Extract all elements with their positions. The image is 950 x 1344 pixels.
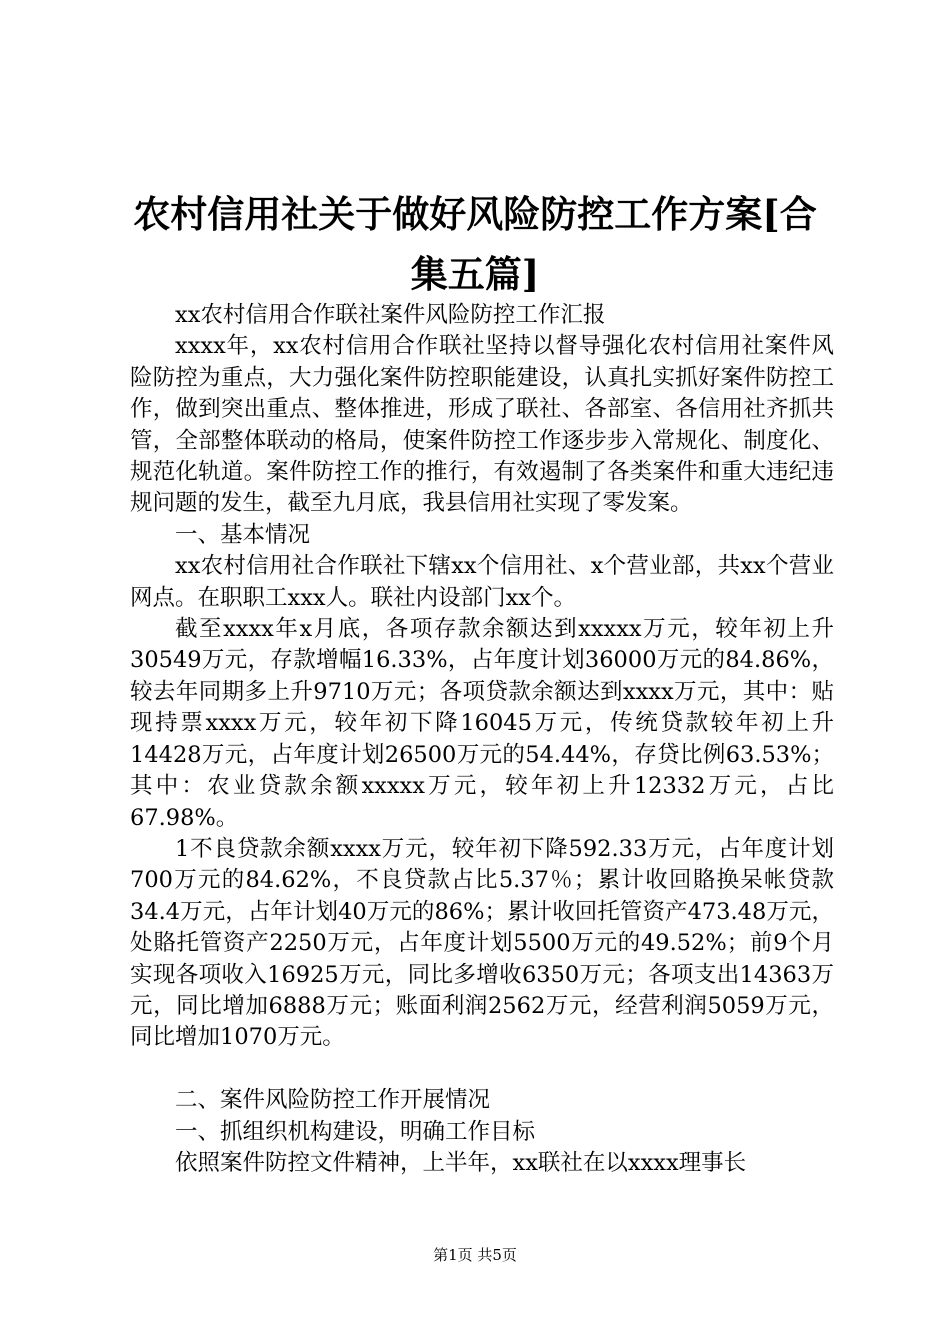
document-title: 农村信用社关于做好风险防控工作方案[合集五篇] (133, 192, 817, 296)
paragraph-organization: xx农村信用社合作联社下辖xx个信用社、x个营业部，共xx个营业网点。在职职工xxx人。联社内设部门xx个。 (130, 553, 834, 611)
paragraph-intro: xxxx年，xx农村信用合作联社坚持以督导强化农村信用社案件风险防控为重点，大力强化案件防控职能建设，认真扎实抓好案件防控工作，做到突出重点、整体推进，形成了联社、各部室、各信用社齐抓共管，全部整体联动的格局，使案件防控工作逐步步入常规化、制度化、规范化轨道。案件防控工作的推行，有效遏制了各类案件和重大违纪违规问题的发生，截至九月底，我县信用社实现了零发案。 (130, 333, 834, 517)
document-body (130, 300, 834, 1179)
paragraph-organization-detail: 依照案件防控文件精神，上半年，xx联社在以xxxx理事长 (175, 1149, 747, 1176)
subsection-heading-organization: 一、抓组织机构建设，明确工作目标 (175, 1118, 536, 1145)
section-heading-risk-control: 二、案件风险防控工作开展情况 (175, 1087, 491, 1114)
section-heading-basic: 一、基本情况 (175, 521, 311, 548)
page-number-footer: 第1页 共5页 (433, 1246, 517, 1264)
paragraph-nonperforming-loans: 1不良贷款余额xxxx万元，较年初下降592.33万元，占年度计划700万元的84.62%，不良贷款占比5.37％；累计收回賂换呆帐贷款34.4万元，占年计划40万元的86%；累计收回托管资产473.48万元，处賂托管资产2250万元，占年度计划5500万元的49.52%；前9个月实现各项收入16925万元，同比多增收6350万元；各项支出14363万元，同比增加6888万元；账面利润2562万元，经营利润5059万元，同比增加1070万元。 (130, 835, 834, 1051)
paragraph-deposits-loans: 截至xxxx年x月底，各项存款余额达到xxxxx万元，较年初上升30549万元，存款增幅16.33%，占年度计划36000万元的84.86%，较去年同期多上升9710万元；各项贷款余额达到xxxx万元，其中：贴现持票xxxx万元，较年初下降16045万元，传统贷款较年初上升14428万元，占年度计划26500万元的54.44%，存贷比例63.53%；其中：农业贷款余额xxxxx万元，较年初上升12332万元，占比67.98%。 (130, 616, 834, 831)
paragraph-report-heading: xx农村信用合作联社案件风险防控工作汇报 (175, 302, 606, 328)
